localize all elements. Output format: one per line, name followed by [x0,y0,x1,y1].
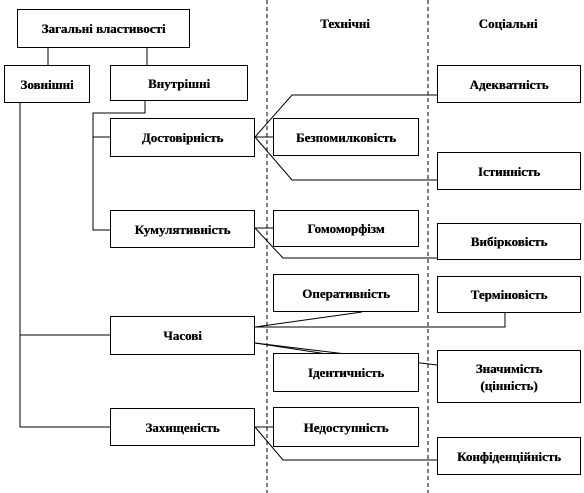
box-inaccessibility: Недоступність [273,407,419,447]
header-technical: Технічні [320,16,370,31]
box-homomorphism: Гомоморфізм [273,210,419,247]
box-urgency: Терміновість [437,276,581,313]
link-external-branch [20,103,110,427]
header-social: Соціальні [478,16,538,31]
box-identity: Ідентичність [273,353,419,392]
box-adequacy: Адекватність [437,65,581,103]
box-confidentiality: Конфіденційність [437,437,581,475]
box-external: Зовнішні [4,65,90,103]
link-temporal-efficiency [255,312,362,327]
box-reliability: Достовірність [110,118,255,157]
box-helplessness: Безпомилковість [273,118,419,156]
box-efficiency: Оперативність [273,274,419,312]
box-truth: Істинність [437,152,581,190]
box-significance: Значимість (цінність) [437,350,581,403]
link-temporal-urgency [255,313,505,327]
box-internal: Внутрішні [110,65,248,101]
box-temporal: Часові [110,316,255,355]
box-selectivity: Вибірковість [437,223,581,260]
box-cumulativity: Кумулятивність [110,210,255,248]
box-security: Захищеність [110,408,255,446]
box-general-properties: Загальні властивості [17,9,190,48]
